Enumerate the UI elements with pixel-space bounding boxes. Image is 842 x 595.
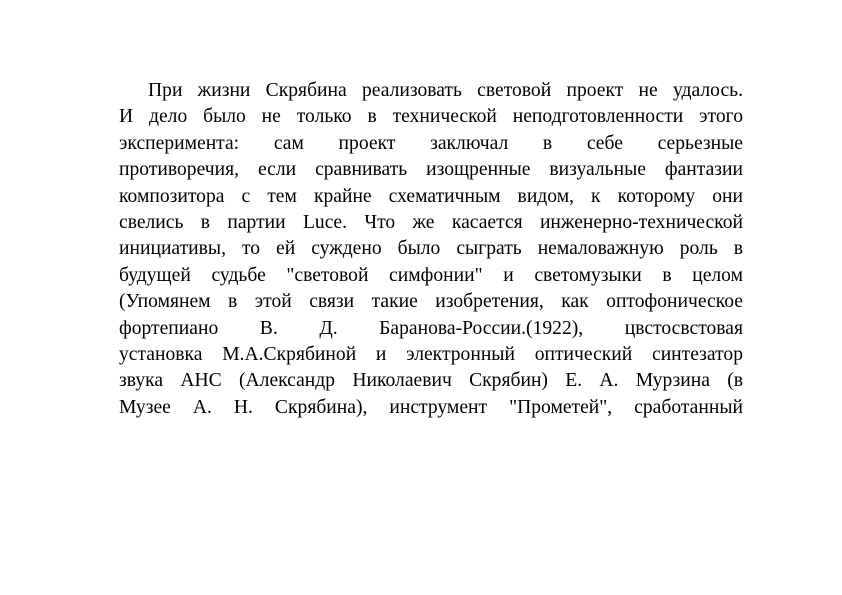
paragraph-line: будущей судьбе "световой симфонии" и светомузыки в целом [119, 264, 743, 286]
paragraph-line: инициативы, то ей суждено было сыграть немаловажную роль в [119, 238, 743, 260]
paragraph-line: эксперимента: сам проект заключал в себе серьезные [119, 132, 743, 154]
paragraph-line: (Упомянем в этой связи такие изобретения, как оптофоническое [119, 291, 743, 313]
paragraph [119, 78, 743, 421]
paragraph-line: свелись в партии Luce. Что же касается инженерно-технической [119, 211, 743, 233]
paragraph-line: Музее А. Н. Скрябина), инструмент "Прометей", сработанный [119, 396, 743, 418]
paragraph-line: установка М.А.Скрябиной и электронный оптический синтезатор [119, 343, 743, 365]
paragraph-line: звука АНС (Александр Николаевич Скрябин) Е. А. Мурзина (в [119, 370, 743, 392]
paragraph-line: противоречия, если сравнивать изощренные визуальные фантазии [119, 159, 743, 181]
paragraph-line: фортепиано В. Д. Баранова-России.(1922), цвстосвстовая [119, 317, 743, 339]
paragraph-line: И дело было не только в технической неподготовленности этого [119, 106, 743, 128]
paragraph-line: композитора с тем крайне схематичным видом, к которому они [119, 185, 743, 207]
paragraph-line: При жизни Скрябина реализовать световой проект не удалось. [148, 80, 743, 101]
